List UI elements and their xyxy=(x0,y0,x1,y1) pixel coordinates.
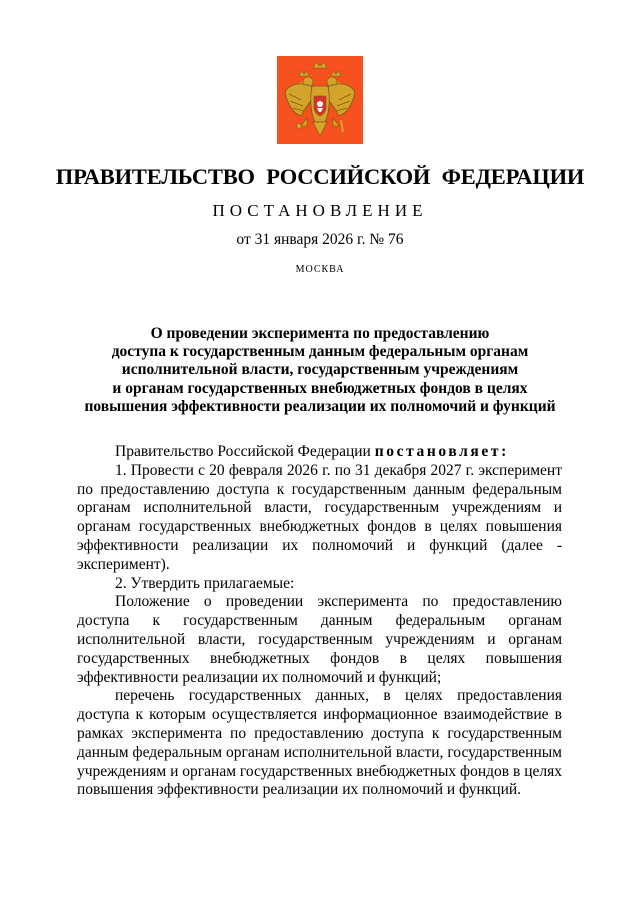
organization-name: ПРАВИТЕЛЬСТВО РОССИЙСКОЙ ФЕДЕРАЦИИ xyxy=(55,164,585,189)
preamble-text: Правительство Российской Федерации xyxy=(115,443,371,460)
preamble xyxy=(77,443,562,462)
title-line: и органам государственных внебюджетных фондов в целях xyxy=(112,379,528,397)
paragraph-2: 2. Утвердить прилагаемые: xyxy=(115,574,295,592)
paragraph-1: 1. Провести с 20 февраля 2026 г. по 31 декабря 2027 г. эксперимент по предоставлению доступа к государственным данным федеральным органам исполнительной власти, государственным учреждениям и органам государственных внебюджетных фондов в целях повышения эффективности реализации их полномочий и функций (далее - эксперимент). xyxy=(77,461,562,573)
title-line: исполнительной власти, государственным учреждениям xyxy=(121,361,519,379)
paragraph-4: перечень государственных данных, в целях предоставления доступа к которым осуществляется информационное взаимодействие в рамках эксперимента по предоставлению доступа к государственным данным федеральным органам исполнительной власти, государственным учреждениям и органам государственных внебюджетных фондов в целях повышения эффективности реализации их полномочий и функций. xyxy=(77,687,562,799)
title-line: О проведении эксперимента по предоставлению xyxy=(150,325,490,342)
paragraph-3: Положение о проведении эксперимента по предоставлению доступа к государственным данным федеральным органам исполнительной власти, государственным учреждениям и органам государственных внебюджетных фондов в целях повышения эффективности реализации их полномочий и функций; xyxy=(77,593,562,686)
document-title xyxy=(60,325,580,416)
document-date-number: от 31 января 2026 г. № 76 xyxy=(236,231,404,248)
document-city: МОСКВА xyxy=(295,264,345,275)
document-type: ПОСТАНОВЛЕНИЕ xyxy=(212,201,428,220)
decree-word: постановляет: xyxy=(374,443,509,460)
coat-of-arms-icon xyxy=(277,56,363,144)
document-body xyxy=(77,443,562,800)
title-line: повышения эффективности реализации их полномочий и функций xyxy=(84,397,556,415)
title-line: доступа к государственным данным федеральным органам xyxy=(111,343,529,361)
